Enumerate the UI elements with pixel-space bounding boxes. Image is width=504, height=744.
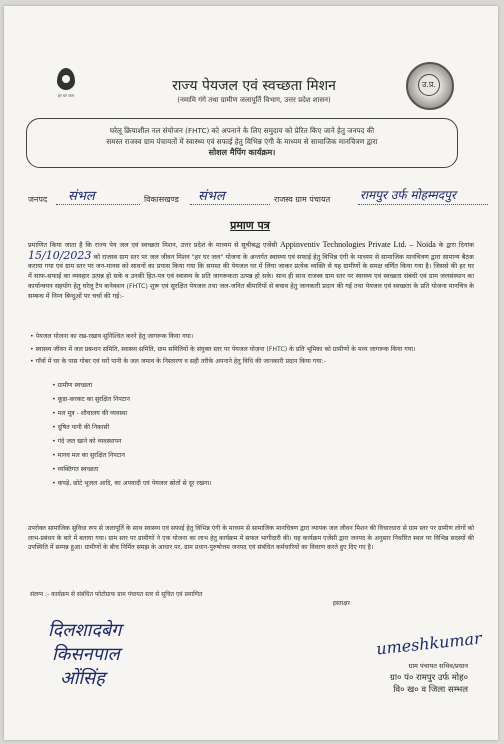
box-line-1: घरेलू क्रियाशील नल संयोजन (FHTC) को अपनाने के लिए समुदाय को प्रेरित किए जाने हेतु जनपद की bbox=[109, 126, 375, 135]
para-intro: प्रमाणित किया जाता है कि राज्य पेय जल एवं स्वच्छता मिशन, उत्तर प्रदेश के माध्यम से सूचीबद्ध एजेंसी bbox=[28, 241, 278, 249]
date-prefix: के द्वारा दिनांक bbox=[438, 241, 474, 249]
bullet-text: स्वास्थ्य जीवन में जल प्रबन्धन समिति, स्वास्थ्य समिति, ग्राम समितियों के संयुक्त स्तर पर पेयजल योजना (FHTC) के प्रति भूमिका को ग्रामीणों के मध्य जागरूक किया गया। bbox=[35, 345, 416, 353]
page-subtitle: (नमामि गंगे तथा ग्रामीण जलापूर्ति विभाग, उत्तर प्रदेश शासन) bbox=[177, 96, 331, 104]
attachment-note bbox=[30, 590, 350, 608]
note-line-1: संलग्न :- कार्यक्रम से संबंधित फोटोग्राफ ग्राम पंचायत स्तर से सूचित एवं प्रमाणित bbox=[30, 591, 203, 598]
note-line-2: हस्ताक्षर bbox=[332, 600, 350, 607]
stamp-role: ग्राम पंचायत सचिव/प्रधान bbox=[408, 662, 468, 670]
list-item-text: व्यक्तिगत स्वच्छता bbox=[57, 466, 99, 473]
block-line bbox=[190, 204, 270, 205]
village-line bbox=[358, 204, 488, 205]
list-item: • कूड़ा-करकट का सुरक्षित निपटान bbox=[52, 396, 130, 403]
block-value: संभल bbox=[198, 189, 225, 204]
signature-pradhan: umeshkumar bbox=[375, 628, 483, 659]
signature-2: किसनपाल bbox=[52, 644, 120, 665]
village-label: राजस्व ग्राम पंचायत bbox=[274, 195, 331, 204]
list-item-text: ग्रामीण स्वच्छता bbox=[57, 382, 93, 389]
certificate-paragraph bbox=[28, 240, 474, 301]
location-fields bbox=[28, 188, 488, 210]
logo-caption: हर घर जल bbox=[58, 93, 74, 98]
box-line-2: समस्त राजस्व ग्राम पंचायतों में स्वास्थ्य एवं सफाई हेतु विभिन्न एंगी के माध्यम से सामाजिक मानचित्रण द्वारा bbox=[106, 137, 378, 146]
list-item: • गंदे जल खाने को व्यवस्थापन bbox=[52, 438, 122, 445]
stamp-line-1: ग्रा० पं० रामपुर उर्फ मोह० bbox=[390, 673, 468, 683]
water-drop-icon bbox=[57, 68, 75, 90]
program-title-box bbox=[26, 118, 458, 168]
discussion-points bbox=[30, 332, 470, 370]
page-title: राज्य पेयजल एवं स्वच्छता मिशन bbox=[172, 78, 336, 94]
agency-name: Appinventiv Technologies Private Ltd. – Noida bbox=[280, 240, 436, 249]
district-label: जनपद bbox=[28, 195, 48, 204]
list-item: • दूषित पानी की निकासी bbox=[52, 424, 110, 431]
list-item-text: कूड़ा-करकट का सुरक्षित निपटान bbox=[57, 396, 130, 403]
list-item: • ग्रामीण स्वच्छता bbox=[52, 382, 93, 389]
emblem-text: उ.प्र. bbox=[418, 74, 440, 96]
list-item-text: कपड़े, छोटे भूजल आदि, का अपवादी एवं पेयजल स्रोतों से दूर रखना। bbox=[57, 480, 212, 487]
bullet-item: • पेयजल योजना का रख-रखाव सुनिश्चित करने हेतु जागरूक किया गया। bbox=[30, 333, 194, 340]
signature-1: दिलशादबेग bbox=[48, 620, 122, 641]
program-date: 15/10/2023 bbox=[28, 248, 92, 262]
up-government-emblem bbox=[406, 62, 454, 110]
date-suffix: को राजस्व ग्राम स्तर पर जल bbox=[93, 252, 159, 261]
sanitation-topics-list bbox=[52, 380, 352, 492]
village-value: रामपुर उर्फ मोहम्मदपुर bbox=[360, 188, 456, 202]
district-line bbox=[56, 204, 140, 205]
list-item-text: गंदे जल खाने को व्यवस्थापन bbox=[57, 438, 122, 445]
document-page bbox=[4, 6, 498, 740]
list-item-text: मानव मल का सुरक्षित निपटान bbox=[57, 452, 125, 459]
stamp-line-2: वि० ख० व जिला सम्भल bbox=[393, 685, 468, 695]
certificate-heading: प्रमाण पत्र bbox=[230, 219, 270, 232]
para-rest: जीवन मिशन "हर घर जल" योजना के अन्तर्गत स्वास्थ्य एवं सफाई हेतु विभिन्न एंगी के माध्यम से सामाजिक मानचित्रण द्वारा सामान्य बैठक कराया गया एवं ग्राम स्तर पर जन-मानस को साधनों का प्रयास किया गया कि समस्त की पेयजल घर में लिया जाकर प्रत्येक व्यक्ति से यह ग्रामीणों के समक्ष वर्णित किया गया है। जिससे की हर घर में साफ-सफाई का व्यवहार उत्पन्न हो सके व उनकी हित-पत्र एवं स्वास्थ्य के प्रति जागरूकता उत्पन्न हो सके। साथ ही साथ राजस्व ग्राम स्तर पर स्वास्थ्य एवं स्वच्छता संबंधी एवं ग्राम जलसंस्थान का कार्यान्वयन सहयोग हेतु घरेलू टैप कनेक्शन (FHTC) शुरू एवं सुरक्षित पेयजल तथा जल-जनित बीमारियों से बचाव हेतु जानकारी प्रदान की गई तथा पेयजल एवं स्वच्छता के प्रति योजना मानचित्र के सम्बन्ध में निम्न बिन्दुओं पर चर्चा की गई:- bbox=[28, 252, 474, 300]
har-ghar-jal-logo bbox=[46, 68, 86, 98]
list-item-text: मल मूत्र - शौचालय की व्यवस्था bbox=[57, 410, 128, 417]
official-stamp bbox=[328, 660, 468, 696]
list-item: • कपड़े, छोटे भूजल आदि, का अपवादी एवं पेयजल स्रोतों से दूर रखना। bbox=[52, 480, 212, 487]
bullet-text: गाँवों में घर के पास गोबर एवं घरों पानी के जल जमाव के निस्तारण व सही तरीके अपनाने हेतु विधि की जानकारी प्रदान किया गया:- bbox=[35, 358, 326, 365]
list-item-text: दूषित पानी की निकासी bbox=[57, 424, 110, 431]
block-label: विकासखण्ड bbox=[144, 195, 179, 204]
list-item: • व्यक्तिगत स्वच्छता bbox=[52, 466, 99, 473]
closing-paragraph: उपरोक्त सामाजिक सुविधा रूप से जलापूर्ति के साथ स्वास्थ्य एवं सफाई हेतु विभिन्न एंगी के माध्यम से सामाजिक मानचित्रण द्वारा व्यापक जल जीवन मिशन की विचारधारा से ग्राम स्तर पर ग्रामीण लोगों को लाभ-प्रबंधन के बारे में बताया गया। ग्राम स्तर पर ग्रामीणों ने एक योजना का लाभ हेतु कार्यक्रम में सफल भागीदारी की। यह कार्यक्रम एजेंसी द्वारा जनपद के अनुसार निर्धारित स्थल पर विभिन्न सदस्यों की उपस्थिति में सम्पन्न हुआ। ग्रामीणों के बीच निर्मित समझ के आधार पर, ग्राम प्रधान-पुरुषोत्तम जनपद एवं संबंधित कर्मचारियों का विवरण करते हुए दिए गए है। bbox=[28, 525, 474, 552]
bullet-text: पेयजल योजना का रख-रखाव सुनिश्चित करने हेतु जागरूक किया गया। bbox=[35, 333, 194, 340]
bullet-item: • स्वास्थ्य जीवन में जल प्रबन्धन समिति, स्वास्थ्य समिति, ग्राम समितियों के संयुक्त स्तर पर पेयजल योजना (FHTC) के प्रति भूमिका को ग्रामीणों के मध्य जागरूक किया गया। bbox=[30, 345, 416, 353]
signature-3: ओंसिंह bbox=[60, 668, 105, 689]
bullet-item: • गाँवों में घर के पास गोबर एवं घरों पानी के जल जमाव के निस्तारण व सही तरीके अपनाने हेतु विधि की जानकारी प्रदान किया गया:- bbox=[30, 358, 326, 365]
list-item: • मानव मल का सुरक्षित निपटान bbox=[52, 452, 125, 459]
district-value: संभल bbox=[68, 189, 95, 204]
list-item: • मल मूत्र - शौचालय की व्यवस्था bbox=[52, 410, 128, 417]
box-line-3: सोशल मैपिंग कार्यक्रम। bbox=[208, 148, 276, 157]
